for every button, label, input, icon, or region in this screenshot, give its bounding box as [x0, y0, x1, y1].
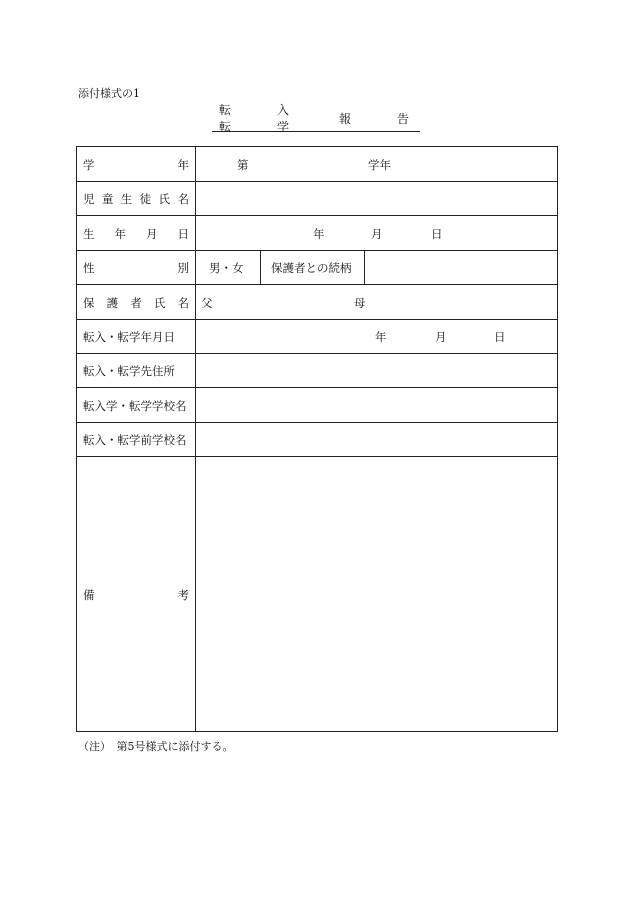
transfer-address-field[interactable] — [201, 356, 557, 386]
row-divider — [77, 181, 557, 182]
grade-field[interactable] — [201, 149, 557, 179]
student-name-field[interactable] — [201, 183, 557, 213]
transfer-year-unit: 年 — [375, 330, 387, 344]
mother-label: 母 — [354, 296, 366, 310]
transfer-month-unit: 月 — [435, 330, 447, 344]
transfer-school-label: 転入学・転学学校名 — [83, 399, 187, 413]
row-divider — [77, 353, 557, 354]
grade-label: 学 年 — [83, 158, 189, 172]
relation-label: 保護者との続柄 — [271, 261, 352, 275]
title-char: 入 — [277, 103, 290, 117]
birth-date-label: 生 年 月 日 — [83, 227, 189, 241]
title-underline — [212, 131, 420, 132]
label-column-divider — [195, 147, 196, 731]
transfer-school-field[interactable] — [201, 390, 557, 420]
grade-suffix: 学年 — [368, 158, 391, 172]
row-divider — [77, 319, 557, 320]
gender-label: 性 別 — [83, 261, 189, 275]
transfer-day-unit: 日 — [494, 330, 506, 344]
row-divider — [77, 284, 557, 285]
report-form-table — [76, 146, 558, 732]
relation-field[interactable] — [367, 252, 557, 282]
form-identifier: 添付様式の1 — [78, 87, 140, 100]
title-char: 転 — [219, 103, 232, 117]
row-divider — [77, 215, 557, 216]
previous-school-field[interactable] — [201, 425, 557, 455]
gender-options[interactable]: 男・女 — [209, 261, 244, 275]
transfer-address-label: 転入・転学先住所 — [83, 364, 175, 378]
grade-prefix: 第 — [237, 158, 249, 172]
father-label: 父 — [201, 296, 213, 310]
birth-month-unit: 月 — [371, 227, 383, 241]
remarks-field[interactable] — [201, 459, 557, 729]
guardian-label: 保 護 者 氏 名 — [83, 296, 189, 310]
gender-divider — [260, 250, 261, 284]
relation-divider — [364, 250, 365, 284]
row-divider — [77, 387, 557, 388]
row-divider — [77, 250, 557, 251]
footnote: （注） 第5号様式に添付する。 — [78, 740, 234, 753]
student-name-label: 児 童 生 徒 氏 名 — [83, 192, 189, 206]
title-char: 転 — [219, 120, 232, 134]
row-divider — [77, 422, 557, 423]
transfer-date-label: 転入・転学年月日 — [83, 330, 175, 344]
birth-year-unit: 年 — [313, 227, 325, 241]
birth-day-unit: 日 — [431, 227, 443, 241]
row-divider — [77, 456, 557, 457]
title-char: 報 — [339, 112, 352, 126]
remarks-label: 備 考 — [83, 588, 189, 602]
title-char: 学 — [277, 120, 290, 134]
title-char: 告 — [397, 112, 410, 126]
previous-school-label: 転入・転学前学校名 — [83, 433, 187, 447]
